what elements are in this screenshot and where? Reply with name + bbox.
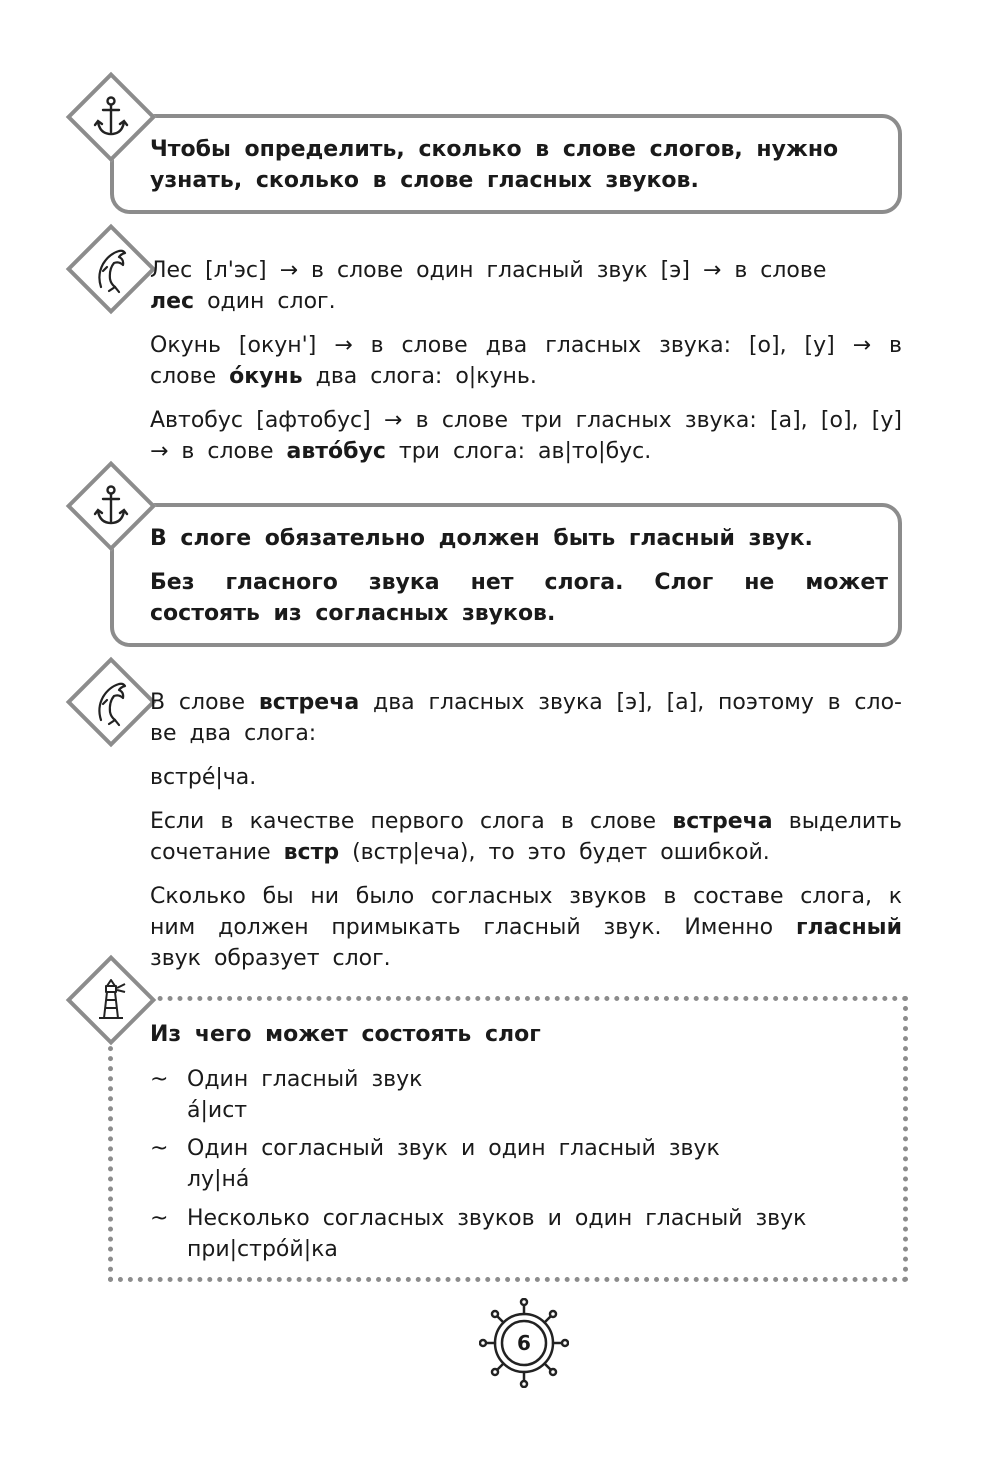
- example-vstrecha: [150, 687, 902, 749]
- bullet-3: ~: [150, 1206, 169, 1231]
- example-consonants-word: гласный: [795, 915, 902, 940]
- example-mistake-text: [150, 806, 902, 868]
- syllable-type-1: [187, 1064, 422, 1126]
- lighthouse-icon: [79, 968, 143, 1032]
- dolphin-icon: [79, 670, 143, 734]
- example-avtobus-word: автóбус: [286, 439, 386, 464]
- example-les-text: [150, 255, 902, 317]
- syllable-type-2: [187, 1133, 720, 1195]
- example-mistake-pre: Если в качестве первого слога в слове: [150, 809, 673, 834]
- example-les-word: лес: [150, 289, 195, 314]
- anchor-icon: [79, 85, 143, 149]
- syllable-types-title: Из чего может состоять слог: [150, 1022, 541, 1047]
- example-okun-text: [150, 330, 902, 392]
- syllable-type-1-example: á|ист: [187, 1098, 248, 1123]
- example-mistake: [150, 806, 902, 868]
- example-les-pre: Лес [л'эс] → в слове один гласный звук [э] → в слове: [150, 258, 827, 283]
- rule-2-line-1: В слоге обязательно должен быть гласный звук.: [150, 526, 813, 551]
- example-vstrecha-word: встреча: [258, 690, 360, 715]
- rule-2-text: [150, 523, 888, 629]
- example-okun-post: два слога: о|кунь.: [302, 364, 537, 389]
- dolphin-icon: [79, 237, 143, 301]
- example-les: [150, 255, 902, 317]
- syllable-type-3-example: при|стрóй|ка: [187, 1237, 338, 1262]
- example-avtobus-post: три слога: ав|то|бус.: [385, 439, 652, 464]
- syllable-type-3-text: Несколько согласных звуков и один гласный звук: [187, 1206, 807, 1231]
- example-consonants-text: [150, 881, 902, 974]
- rule-1-text: [150, 134, 850, 196]
- syllable-type-2-example: лу|нá: [187, 1167, 250, 1192]
- example-mistake-word-2: встр: [283, 840, 340, 865]
- example-avtobus-text: [150, 405, 902, 467]
- example-vstrecha-text: [150, 687, 902, 749]
- example-avtobus-pre: Автобус [афтобус] → в слове три гласных звука: [а], [о], [у] → в слове: [150, 408, 902, 464]
- example-consonants-pre: Сколько бы ни было согласных звуков в составе слога, к ним должен примыкать гласный звук. Именно: [150, 884, 902, 940]
- rule-1-line-2: узнать, сколько в слове гласных звуков.: [150, 168, 699, 193]
- example-consonants-post: звук образует слог.: [150, 946, 391, 971]
- example-okun-pre: Окунь [окун'] → в слове два гласных звука: [о], [у] → в слове: [150, 333, 902, 389]
- example-mistake-post: (встр|еча), то это будет ошибкой.: [339, 840, 770, 865]
- example-les-post: один слог.: [194, 289, 336, 314]
- rule-1-line-1: Чтобы определить, сколько в слове слогов, нужно: [150, 137, 839, 162]
- example-mistake-mid: выделить сочетание: [150, 809, 902, 865]
- rule-2-line-2: Без гласного звука нет слога. Слог не может состоять из согласных звуков.: [150, 570, 888, 626]
- example-okun-word: óкунь: [229, 364, 303, 389]
- anchor-icon: [79, 474, 143, 538]
- bullet-2: ~: [150, 1136, 169, 1161]
- example-mistake-word-1: встреча: [672, 809, 773, 834]
- example-consonants: [150, 881, 902, 974]
- example-vstrecha-pre: В слове: [150, 690, 259, 715]
- example-avtobus: [150, 405, 902, 467]
- example-okun: [150, 330, 902, 392]
- syllable-type-1-text: Один гласный звук: [187, 1067, 423, 1092]
- page-number: 6: [517, 1331, 531, 1355]
- example-syllables-text: встрé|ча.: [150, 765, 257, 790]
- syllable-type-2-text: Один согласный звук и один гласный звук: [187, 1136, 720, 1161]
- example-vstrecha-post: два гласных звука [э], [а], поэтому в слове два слога:: [150, 690, 902, 746]
- bullet-1: ~: [150, 1067, 169, 1092]
- example-syllables: [150, 762, 902, 793]
- syllable-type-3: [187, 1203, 806, 1265]
